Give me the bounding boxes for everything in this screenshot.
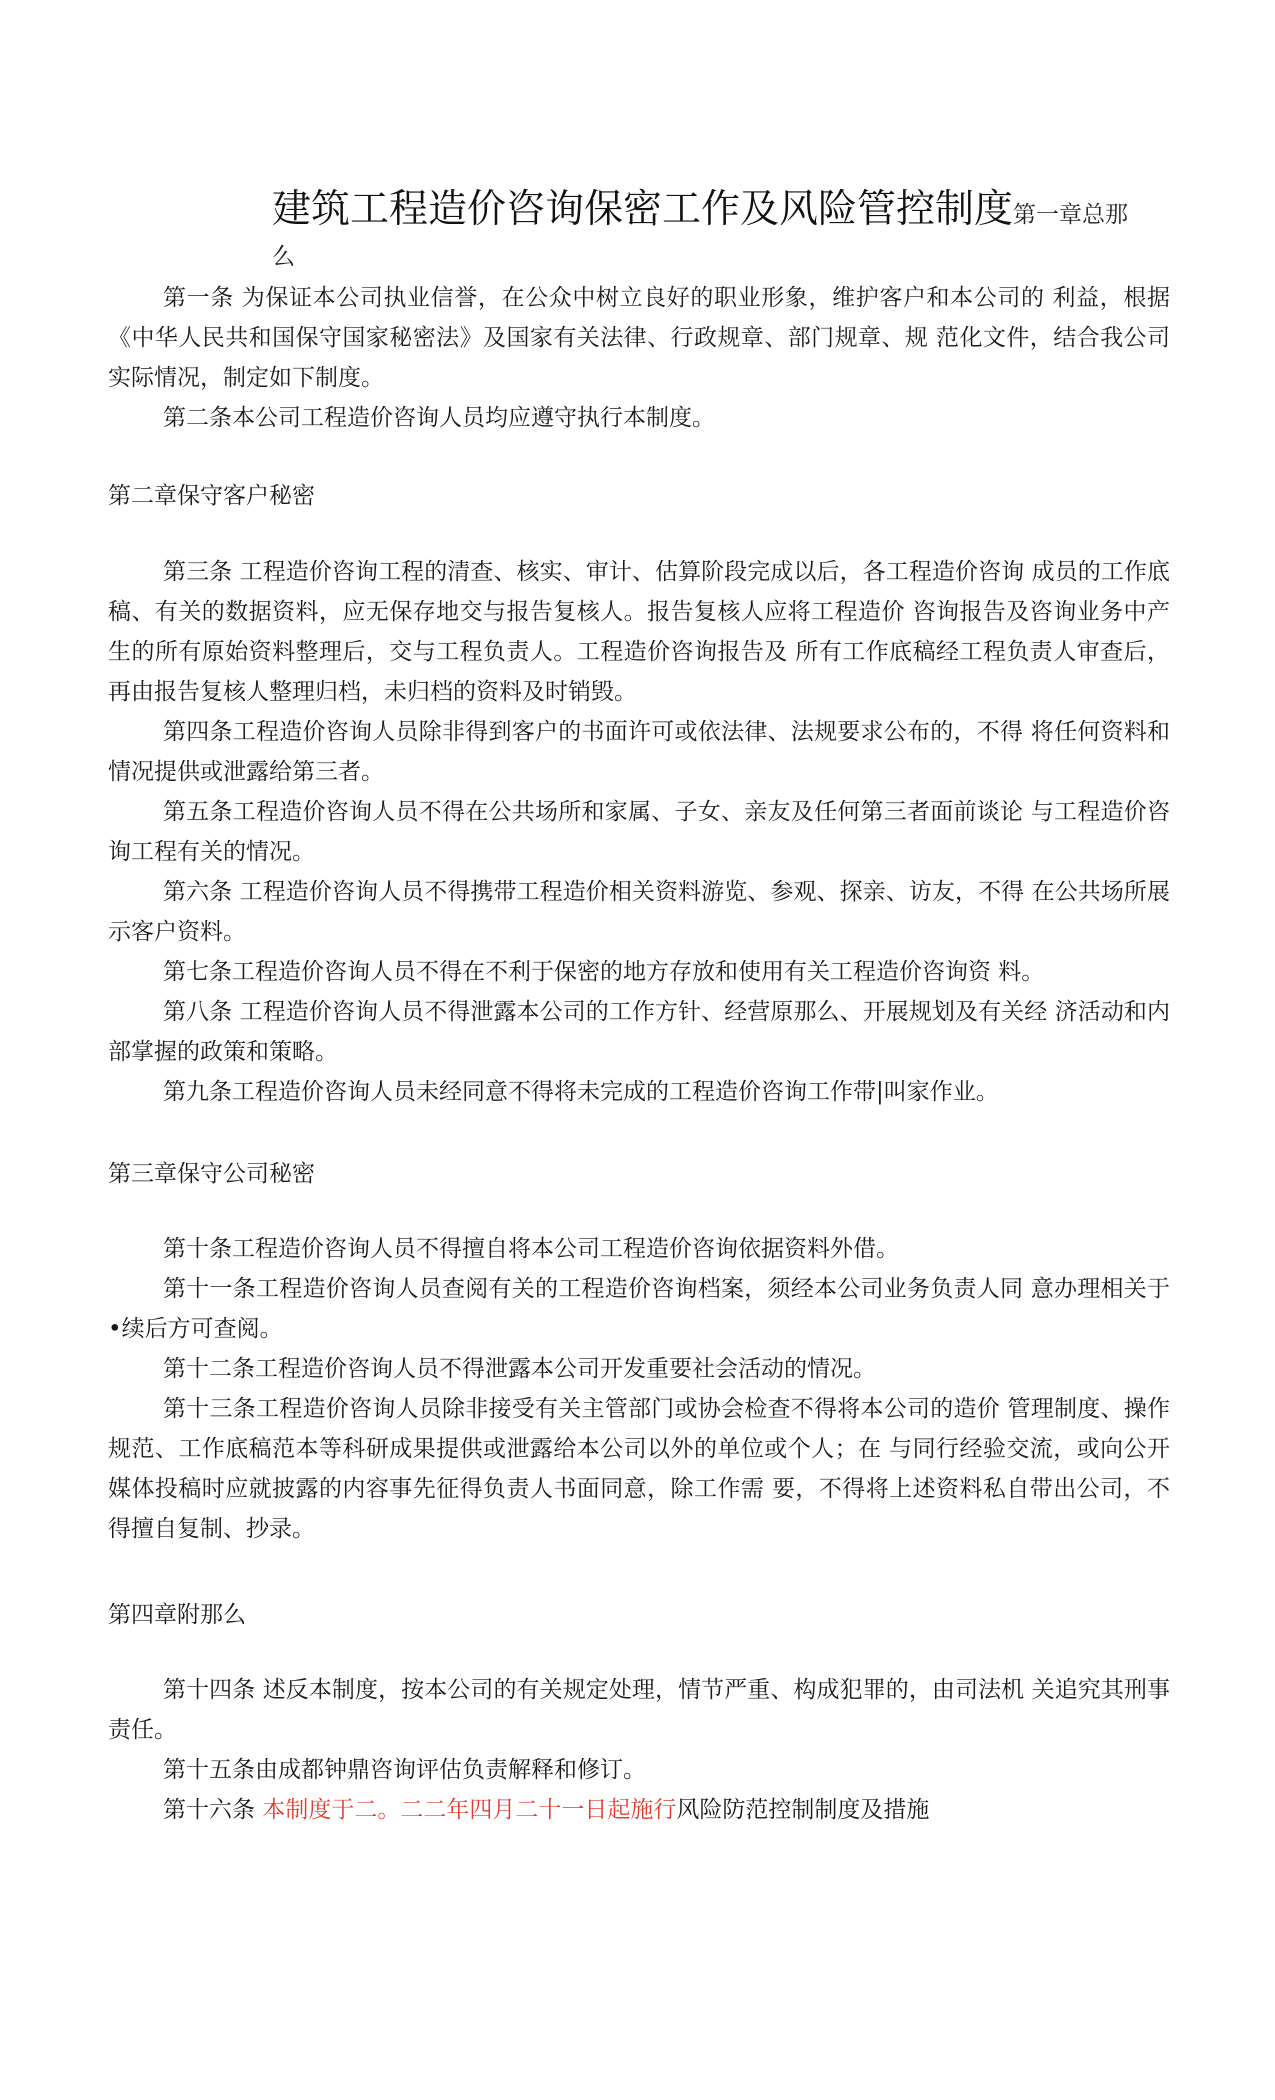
article-4: 第四条工程造价咨询人员除非得到客户的书面许可或依法律、法规要求公布的，不得 将任何资料和情况提供或泄露给第三者。	[108, 719, 1170, 785]
article-11: 第十一条工程造价咨询人员查阅有关的工程造价咨询档案，须经本公司业务负责人同 意办理相关于•续后方可查阅。	[108, 1276, 1170, 1342]
article-16-effective-date: 本制度于二。二二年四月二十一日起施行	[262, 1797, 677, 1823]
article-15: 第十五条由成都钟鼎咨询评估负责解释和修订。	[163, 1757, 646, 1783]
article-6: 第六条 工程造价咨询人员不得携带工程造价相关资料游览、参观、探亲、访友，不得 在公共场所展示客户资料。	[108, 879, 1170, 945]
chapter3-heading: 第三章保守公司秘密	[108, 1161, 315, 1187]
article-7: 第七条工程造价咨询人员不得在不利于保密的地方存放和使用有关工程造价咨询资 料。	[163, 959, 1045, 985]
title-suffix: 第一章总那	[1013, 202, 1129, 228]
article-5: 第五条工程造价咨询人员不得在公共场所和家属、子女、亲友及任何第三者面前谈论 与工程造价咨询工程有关的情况。	[108, 799, 1170, 865]
article-16-prefix: 第十六条	[163, 1797, 263, 1823]
document-title	[272, 178, 1172, 271]
article-12: 第十二条工程造价咨询人员不得泄露本公司开发重要社会活动的情况。	[163, 1356, 876, 1382]
article-13: 第十三条工程造价咨询人员除非接受有关主管部门或协会检查不得将本公司的造价 管理制度、操作规范、工作底稿范本等科研成果提供或泄露给本公司以外的单位或个人；在 与同行经验交流，或向公开媒体投稿时应就披露的内容事先征得负责人书面同意，除工作需 要，不得将上述资料私自带出公司，不得擅自复制、抄录。	[108, 1396, 1170, 1542]
chapter3-body	[108, 1229, 1170, 1549]
chapter1-body	[108, 278, 1170, 438]
article-16-suffix: 风险防范控制制度及措施	[676, 1797, 930, 1823]
article-16	[108, 1790, 1170, 1830]
article-14: 第十四条 述反本制度，按本公司的有关规定处理，情节严重、构成犯罪的，由司法机 关追究其刑事责任。	[108, 1677, 1170, 1743]
article-3: 第三条 工程造价咨询工程的清查、核实、审计、估算阶段完成以后，各工程造价咨询 成员的工作底稿、有关的数据资料，应无保存地交与报告复核人。报告复核人应将工程造价 咨询报告及咨询业务中产生的所有原始资料整理后，交与工程负责人。工程造价咨询报告及 所有工作底稿经工程负责人审查后，再由报告复核人整理归档，未归档的资料及时销毁。	[108, 559, 1170, 705]
chapter2-body	[108, 552, 1170, 1112]
chapter4-body	[108, 1670, 1170, 1830]
chapter4-heading: 第四章附那么	[108, 1602, 246, 1628]
title-main: 建筑工程造价咨询保密工作及风险管控制度	[272, 187, 1014, 232]
title-suffix-continued: 么	[272, 244, 295, 270]
article-2: 第二条本公司工程造价咨询人员均应遵守执行本制度。	[163, 405, 715, 431]
article-1: 第一条 为保证本公司执业信誉，在公众中树立良好的职业形象，维护客户和本公司的 利益，根据《中华人民共和国保守国家秘密法》及国家有关法律、行政规章、部门规章、规 范化文件，结合我公司实际情况，制定如下制度。	[108, 285, 1170, 391]
article-10: 第十条工程造价咨询人员不得擅自将本公司工程造价咨询依据资料外借。	[163, 1236, 899, 1262]
chapter2-heading: 第二章保守客户秘密	[108, 483, 315, 509]
article-8: 第八条 工程造价咨询人员不得泄露本公司的工作方针、经营原那么、开展规划及有关经 济活动和内部掌握的政策和策略。	[108, 999, 1170, 1065]
article-9: 第九条工程造价咨询人员未经同意不得将未完成的工程造价咨询工作带|叫家作业。	[163, 1079, 999, 1105]
